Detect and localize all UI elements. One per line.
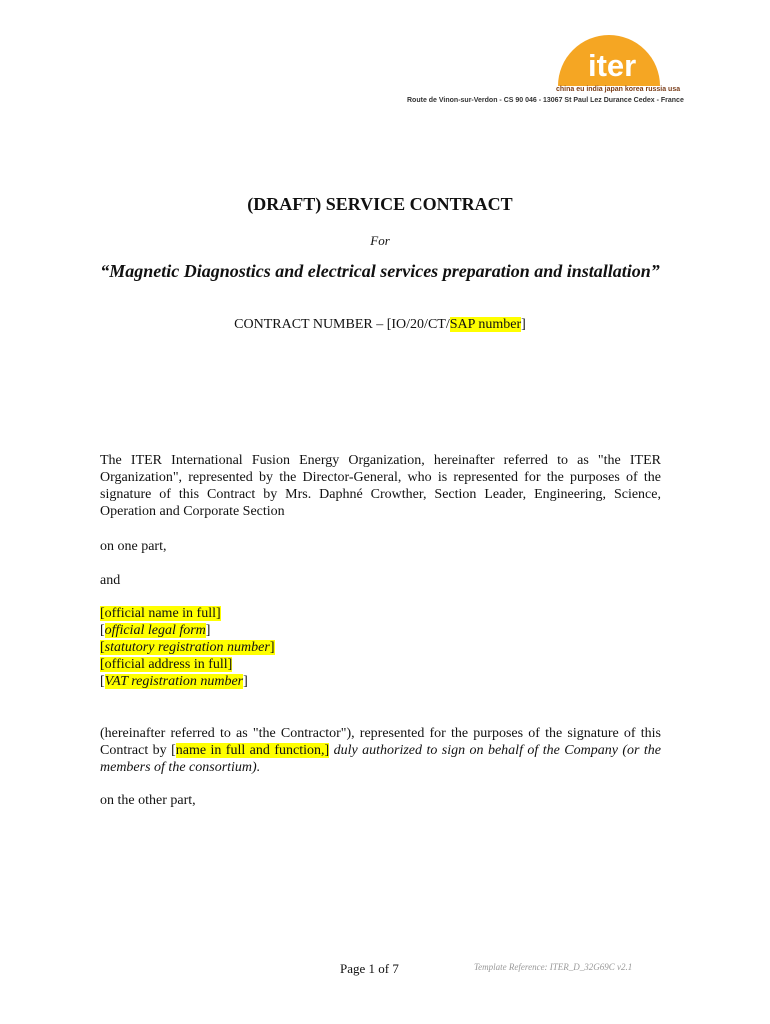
for-label: For: [370, 233, 390, 248]
contract-number-placeholder: SAP number: [449, 317, 522, 332]
placeholder-address: [official address in full]: [100, 657, 233, 672]
placeholder-registration-number: [statutory registration number]: [100, 640, 275, 655]
one-part-text: on one part,: [100, 539, 167, 554]
contract-number-suffix: ]: [521, 317, 526, 332]
contractor-text: (hereinafter referred to as "the Contractor"), represented for the purposes of the signature of this Contract by [: [100, 726, 661, 758]
intro-paragraph: The ITER International Fusion Energy Organization, hereinafter referred to as "the ITER Organization", represented by the Director-General, who is represented for the purposes of the signature of this Contract by Mrs. Daphné Crowther, Section Leader, Engineering, Science, Operation and Corporate Section: [100, 453, 661, 519]
contract-subject: “Magnetic Diagnostics and electrical services preparation and installation”: [100, 261, 660, 281]
other-part-text: on the other part,: [100, 793, 196, 808]
contract-number-prefix: CONTRACT NUMBER – [IO/20/CT/: [234, 317, 450, 332]
placeholder-vat-number: [VAT registration number]: [100, 674, 248, 689]
page-number: Page 1 of 7: [340, 961, 399, 976]
contract-number: [0, 317, 760, 333]
contractor-authorization: duly authorized to sign on behalf of the Company (or the members of the consortium).: [100, 743, 661, 775]
header-address: Route de Vinon-sur-Verdon - CS 90 046 - 13067 St Paul Lez Durance Cedex - France: [407, 97, 684, 104]
template-reference: Template Reference: ITER_D_32G69C v2.1: [474, 962, 633, 972]
document-title: (DRAFT) SERVICE CONTRACT: [247, 194, 513, 214]
contractor-name-placeholder: name in full and function,]: [175, 743, 330, 758]
and-text: and: [100, 573, 121, 588]
logo-wordmark: iter: [588, 48, 637, 83]
logo-tagline: china eu india japan korea russia usa: [556, 86, 681, 93]
placeholder-official-name: [official name in full]: [100, 606, 221, 621]
placeholder-legal-form: [official legal form]: [100, 623, 211, 638]
contractor-paragraph: [100, 725, 661, 776]
